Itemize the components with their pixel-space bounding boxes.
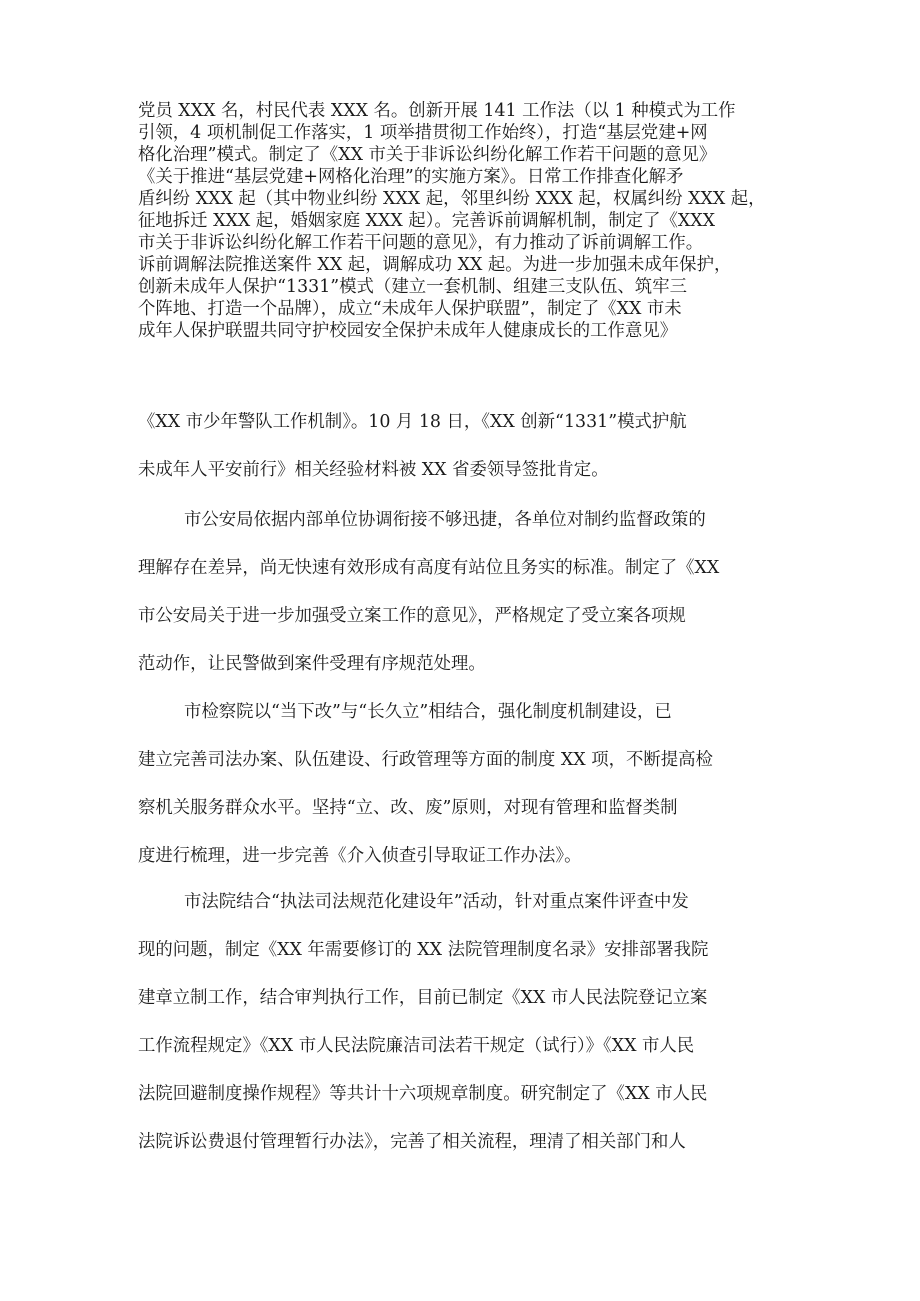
text-line: 市公安局关于进一步加强受立案工作的意见》，严格规定了受立案各项规 — [138, 606, 686, 626]
text-line: 征地拆迁 XXX 起，婚姻家庭 XXX 起）。完善诉前调解机制，制定了《XXX — [138, 211, 715, 231]
text-line: 察机关服务群众水平。坚持“立、改、废”原则，对现有管理和监督类制 — [138, 798, 678, 818]
text-line: 创新未成年人保护“1331”模式（建立一套机制、组建三支队伍、筑牢三 — [138, 277, 687, 297]
text-line: 未成年人平安前行》相关经验材料被 XX 省委领导签批肯定。 — [138, 460, 609, 480]
text-line: 诉前调解法院推送案件 XX 起，调解成功 XX 起。为进一步加强未成年保护， — [138, 255, 732, 275]
text-line: 盾纠纷 XXX 起（其中物业纠纷 XXX 起，邻里纠纷 XXX 起，权属纠纷 XXX 起， — [138, 189, 766, 209]
text-line: 理解存在差异，尚无快速有效形成有高度有站位且务实的标准。制定了《XX — [138, 558, 720, 578]
text-line: 个阵地、打造一个品牌），成立“未成年人保护联盟”，制定了《XX 市未 — [138, 299, 682, 319]
police-bureau-paragraph — [138, 496, 788, 688]
text-line: 建立完善司法办案、队伍建设、行政管理等方面的制度 XX 项，不断提高检 — [138, 750, 713, 770]
text-line: 工作流程规定》《XX 市人民法院廉洁司法若干规定（试行）》《XX 市人民 — [138, 1036, 695, 1056]
procuratorate-paragraph — [138, 688, 788, 880]
text-line: 《XX 市少年警队工作机制》。10 月 18 日，《XX 创新“1331”模式护航 — [138, 412, 687, 432]
text-line: 市关于非诉讼纠纷化解工作若干问题的意见》，有力推动了诉前调解工作。 — [138, 233, 704, 253]
text-line: 党员 XXX 名，村民代表 XXX 名。创新开展 141 工作法（以 1 种模式为工作 — [138, 101, 736, 121]
text-line: 市法院结合“执法司法规范化建设年”活动，针对重点案件评查中发 — [184, 892, 689, 912]
court-paragraph — [138, 878, 788, 1166]
text-line: 范动作，让民警做到案件受理有序规范处理。 — [138, 654, 486, 674]
text-line: 格化治理”模式。制定了《XX 市关于非诉讼纠纷化解工作若干问题的意见》 — [138, 145, 717, 165]
text-line: 市检察院以“当下改”与“长久立”相结合，强化制度机制建设，已 — [184, 702, 672, 722]
text-line: 《关于推进“基层党建+网格化治理”的实施方案》。日常工作排查化解矛 — [138, 167, 684, 187]
continuation-paragraph — [138, 398, 788, 494]
text-line: 度进行梳理，进一步完善《介入侦查引导取证工作办法》。 — [138, 846, 582, 866]
text-line: 成年人保护联盟共同守护校园安全保护未成年人健康成长的工作意见》 — [138, 321, 678, 341]
text-line: 引领，4 项机制促工作落实，1 项举措贯彻工作始终），打造“基层党建+网 — [138, 123, 708, 143]
text-line: 建章立制工作，结合审判执行工作，目前已制定《XX 市人民法院登记立案 — [138, 988, 708, 1008]
text-line: 市公安局依据内部单位协调衔接不够迅捷，各单位对制约监督政策的 — [184, 510, 706, 530]
text-line: 法院诉讼费退付管理暂行办法》，完善了相关流程，理清了相关部门和人 — [138, 1132, 686, 1152]
text-line: 法院回避制度操作规程》等共计十六项规章制度。研究制定了《XX 市人民 — [138, 1084, 708, 1104]
text-line: 现的问题，制定《XX 年需要修订的 XX 法院管理制度名录》安排部署我院 — [138, 940, 709, 960]
dense-paragraph-block — [138, 100, 788, 342]
